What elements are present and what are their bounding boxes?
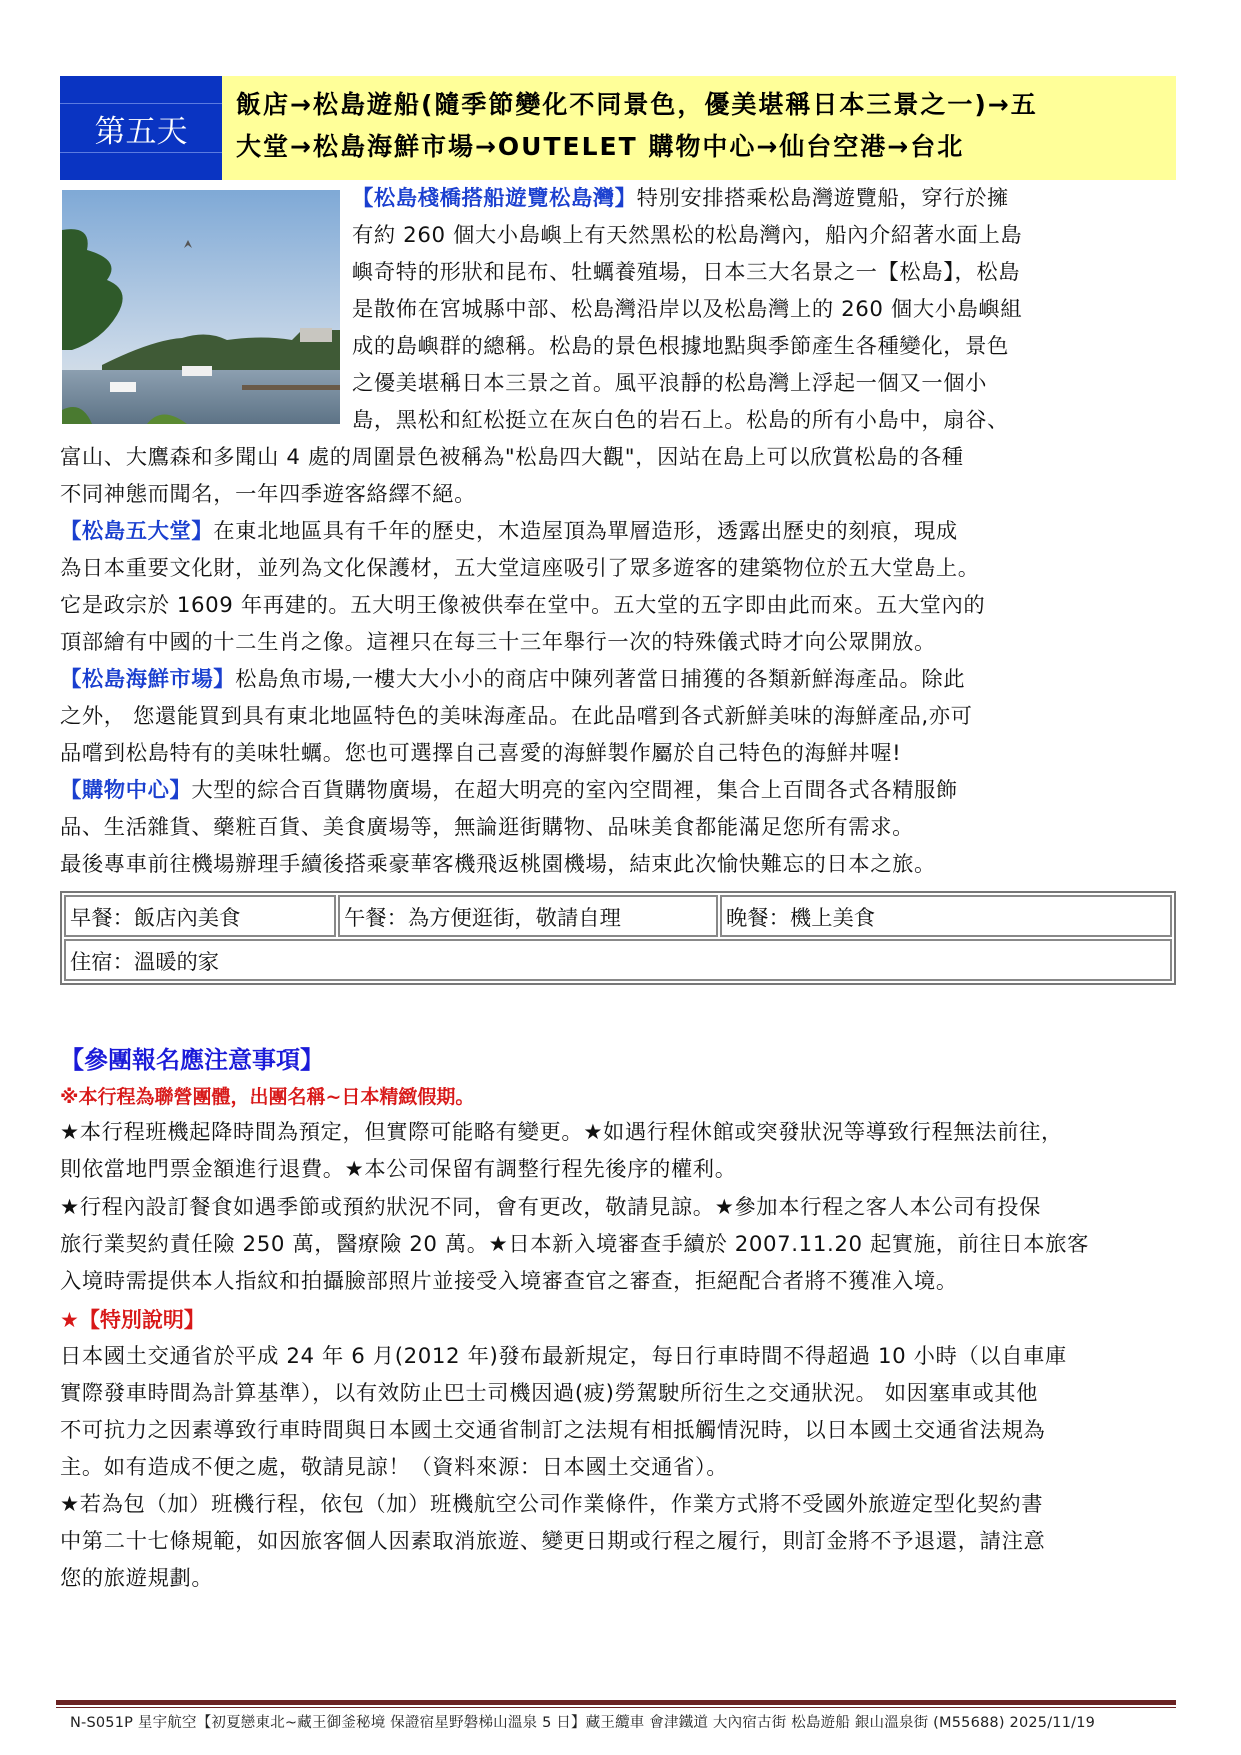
day-label-box: [60, 76, 222, 180]
notes-title: 【參團報名應注意事項】: [60, 1046, 324, 1074]
dinner-cell: 晚餐：機上美食: [720, 895, 1172, 937]
section-matsushima-cruise: [352, 180, 1182, 439]
text-line: 大型的綜合百貨購物廣場，在超大明亮的室內空間裡，集合上百間各式各精服飾: [191, 778, 958, 803]
notes-block-b: [60, 1189, 1190, 1300]
section-title: 【購物中心】: [60, 778, 192, 803]
text-line: 嶼奇特的形狀和昆布、牡蠣養殖場，日本三大名景之一【松島】，松島: [352, 260, 1021, 285]
text-line: 之外， 您還能買到具有東北地區特色的美味海產品。在此品嚐到各式新鮮美味的海鮮產品,亦可: [60, 704, 973, 729]
text-line: 在東北地區具有千年的歷史，木造屋頂為單層造形，透露出歷史的刻痕，現成: [213, 519, 958, 544]
text-line: 實際發車時間為計算基準），以有效防止巴士司機因過(疲)勞駕駛所衍生之交通狀況。 如因塞車或其他: [60, 1381, 1039, 1406]
notes-block-c: [60, 1338, 1190, 1486]
footer-rule: [56, 1700, 1176, 1705]
route-summary: [222, 76, 1176, 180]
text-line: ★若為包（加）班機行程，依包（加）班機航空公司作業條件，作業方式將不受國外旅遊定型化契約書: [60, 1492, 1044, 1517]
text-line: 品、生活雜貨、藥粧百貨、美食廣場等，無論逛街購物、品味美食都能滿足您所有需求。: [60, 815, 914, 840]
footer-text: N-S051P 星宇航空【初夏戀東北~藏王御釜秘境 保證宿星野磐梯山溫泉 5 日】藏王纜車 會津鐵道 大內宿古街 松島遊船 銀山溫泉街 (M55688) 2025/11/19: [70, 1715, 1096, 1731]
text-line: 日本國土交通省於平成 24 年 6 月(2012 年)發布最新規定，每日行車時間不得超過 10 小時（以自車庫: [60, 1344, 1067, 1369]
special-notes-title: ★【特別說明】: [60, 1308, 205, 1332]
notes-block-d: [60, 1486, 1190, 1597]
text-line: 主。如有造成不便之處，敬請見諒！（資料來源：日本國土交通省）。: [60, 1455, 729, 1480]
section-shopping-center: [60, 772, 1190, 883]
text-line: 中第二十七條規範，如因旅客個人因素取消旅遊、變更日期或行程之履行，則訂金將不予退還，請注意: [60, 1529, 1046, 1554]
text-line: 則依當地門票金額進行退費。★本公司保留有調整行程先後序的權利。: [60, 1157, 737, 1182]
text-line: 是散佈在宮城縣中部、松島灣沿岸以及松島灣上的 260 個大小島嶼組: [352, 297, 1023, 322]
day-label: 第五天: [94, 113, 188, 150]
text-line: 島，黑松和紅松挺立在灰白色的岩石上。松島的所有小島中，扇谷、: [352, 408, 1009, 433]
text-line: 您的旅遊規劃。: [60, 1566, 214, 1591]
footer-rule-thin: [56, 1707, 1176, 1708]
photo-illustration-icon: [62, 190, 340, 424]
text-line: 松島魚市場,一樓大大小小的商店中陳列著當日捕獲的各類新鮮海產品。除此: [235, 667, 966, 692]
text-line: 它是政宗於 1609 年再建的。五大明王像被供奉在堂中。五大堂的五字即由此而來。五大堂內的: [60, 593, 986, 618]
text-line: 旅行業契約責任險 250 萬，醫療險 20 萬。★日本新入境審查手續於 2007.11.20 起實施，前往日本旅客: [60, 1232, 1089, 1257]
day-header: [60, 76, 1176, 180]
lodging-row: [64, 939, 1172, 981]
group-notice: ※本行程為聯營團體，出團名稱~日本精緻假期。: [60, 1086, 475, 1108]
section-seafood-market: [60, 661, 1190, 772]
text-line: 最後專車前往機場辦理手續後搭乘豪華客機飛返桃園機場，結束此次愉快難忘的日本之旅。: [60, 852, 936, 877]
lodging-cell: 住宿：溫暖的家: [64, 939, 1172, 981]
text-line: ★行程內設訂餐食如遇季節或預約狀況不同，會有更改，敬請見諒。★參加本行程之客人本公司有投保: [60, 1195, 1041, 1220]
section-title: 【松島海鮮市場】: [60, 667, 236, 692]
lunch-cell: 午餐：為方便逛街，敬請自理: [338, 895, 718, 937]
text-line: 不可抗力之因素導致行車時間與日本國土交通省制訂之法規有相抵觸情況時，以日本國土交通省法規為: [60, 1418, 1046, 1443]
meals-table: [60, 891, 1176, 985]
route-line-2: 大堂→松島海鮮市場→OUTELET 購物中心→仙台空港→台北: [236, 132, 965, 161]
text-line: 有約 260 個大小島嶼上有天然黑松的松島灣內，船內介紹著水面上島: [352, 223, 1023, 248]
text-line: ★本行程班機起降時間為預定，但實際可能略有變更。★如遇行程休館或突發狀況等導致行程無法前往，: [60, 1120, 1063, 1145]
section-title: 【松島棧橋搭船遊覽松島灣】: [352, 186, 637, 211]
text-line: 之優美堪稱日本三景之首。風平浪靜的松島灣上浮起一個又一個小: [352, 371, 988, 396]
text-line: 頂部繪有中國的十二生肖之像。這裡只在每三十三年舉行一次的特殊儀式時才向公眾開放。: [60, 630, 936, 655]
text-line: 成的島嶼群的總稱。松島的景色根據地點與季節產生各種變化，景色: [352, 334, 1009, 359]
breakfast-cell: 早餐：飯店內美食: [64, 895, 336, 937]
section-title: 【松島五大堂】: [60, 519, 214, 544]
text-line: 特別安排搭乘松島灣遊覽船，穿行於擁: [636, 186, 1009, 211]
notes-block-a: [60, 1114, 1190, 1188]
text-line: 品嚐到松島特有的美味牡蠣。您也可選擇自己喜愛的海鮮製作屬於自己特色的海鮮丼喔!: [60, 741, 902, 766]
text-line: 富山、大鷹森和多聞山 4 處的周圍景色被稱為"松島四大觀"，因站在島上可以欣賞松島的各種: [60, 445, 964, 470]
route-line-1: 飯店→松島遊船(隨季節變化不同景色，優美堪稱日本三景之一)→五: [236, 90, 1038, 119]
matsushima-bay-photo: [62, 190, 340, 424]
text-line: 不同神態而聞名，一年四季遊客絡繹不絕。: [60, 482, 477, 507]
text-line: 為日本重要文化財，並列為文化保護材，五大堂這座吸引了眾多遊客的建築物位於五大堂島上。: [60, 556, 980, 581]
meals-row: [64, 895, 1172, 937]
text-line: 入境時需提供本人指紋和拍攝臉部照片並接受入境審查官之審查，拒絕配合者將不獲准入境。: [60, 1269, 958, 1294]
section-godaido: [60, 513, 1190, 661]
section-matsushima-cruise-cont: [60, 439, 1190, 513]
